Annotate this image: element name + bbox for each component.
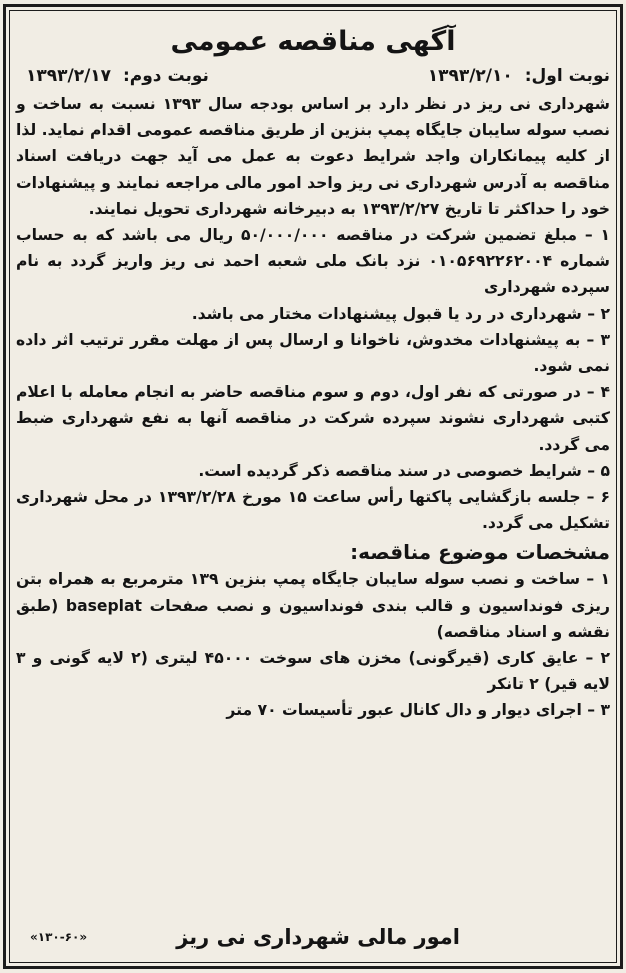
condition-item: ۶ – جلسه بازگشایی پاکتها رأس ساعت ۱۵ مورخ ۱۳۹۳/۲/۲۸ در محل شهرداری تشکیل می گردد. [16,488,610,533]
second-turn [26,63,209,89]
spec-item: ۱ – ساخت و نصب سوله سایبان جایگاه پمپ بنزین ۱۳۹ مترمربع به همراه بتن ریزی فونداسیون و قالب بندی فونداسیون و نصب صفحات baseplat (طبق نقشه و اسناد مناقصه) [16,570,610,641]
spec-item: ۳ – اجرای دیوار و دال کانال عبور تأسیسات ۷۰ متر [226,701,610,720]
turn-dates [16,63,610,89]
second-turn-label: نوبت دوم: [122,66,209,86]
first-turn [428,63,610,89]
condition-item: ۱ – مبلغ تضمین شرکت در مناقصه ۵۰/۰۰۰/۰۰۰ ریال می باشد که به حساب شماره ۰۱۰۵۶۹۲۲۶۲۰۰۴ نزد بانک ملی شعبه احمد نی ریز واریز گردد به نام سپرده شهرداری [16,226,610,297]
notice-title: آگهی مناقصه عمومی [170,26,456,57]
footer [16,917,610,957]
signature: امور مالی شهرداری نی ریز [176,925,460,949]
condition-item: ۵ – شرایط خصوصی در سند مناقصه ذکر گردیده است. [198,461,610,480]
first-turn-date: ۱۳۹۳/۲/۱۰ [427,66,513,86]
condition-item: ۳ – به پیشنهادات مخدوش، ناخوانا و ارسال پس از مهلت مقرر ترتیب اثر داده نمی شود. [16,330,610,376]
condition-item: ۲ – شهرداری در رد یا قبول پیشنهادات مختار می باشد. [191,304,610,323]
specs-heading: مشخصات موضوع مناقصه: [350,540,610,565]
spec-item: ۲ – عایق کاری (قیرگونی) مخزن های سوخت ۴۵۰۰۰ لیتری (۲ لایه گونی و ۳ لایه قیر) ۲ تانکر [16,649,610,694]
notice-content [16,22,610,957]
condition-item: ۴ – در صورتی که نفر اول، دوم و سوم مناقصه حاضر به انجام معامله با اعلام کتبی شهرداری نشوند سپرده شرکت در مناقصه آنها به نفع شهرداری ضبط می گردد. [16,383,610,454]
second-turn-date: ۱۳۹۳/۲/۱۷ [26,66,112,86]
intro-paragraph: شهرداری نی ریز در نظر دارد بر اساس بودجه سال ۱۳۹۳ نسبت به ساخت و نصب سوله سایبان جایگاه پمپ بنزین از طریق مناقصه عمومی اقدام نماید. لذا از کلیه پیمانکاران واجد شرایط دعوت به عمل می آید جهت دریافت اسناد مناقصه به آدرس شهرداری نی ریز واحد امور مالی مراجعه نمایند و پیشنهادات خود را حداکثر تا تاریخ ۱۳۹۳/۲/۲۷ به دبیرخانه شهرداری تحویل نمایند. [16,95,610,218]
ad-code: «۱۳۰-۶۰» [30,930,88,944]
first-turn-label: نوبت اول: [524,66,610,86]
